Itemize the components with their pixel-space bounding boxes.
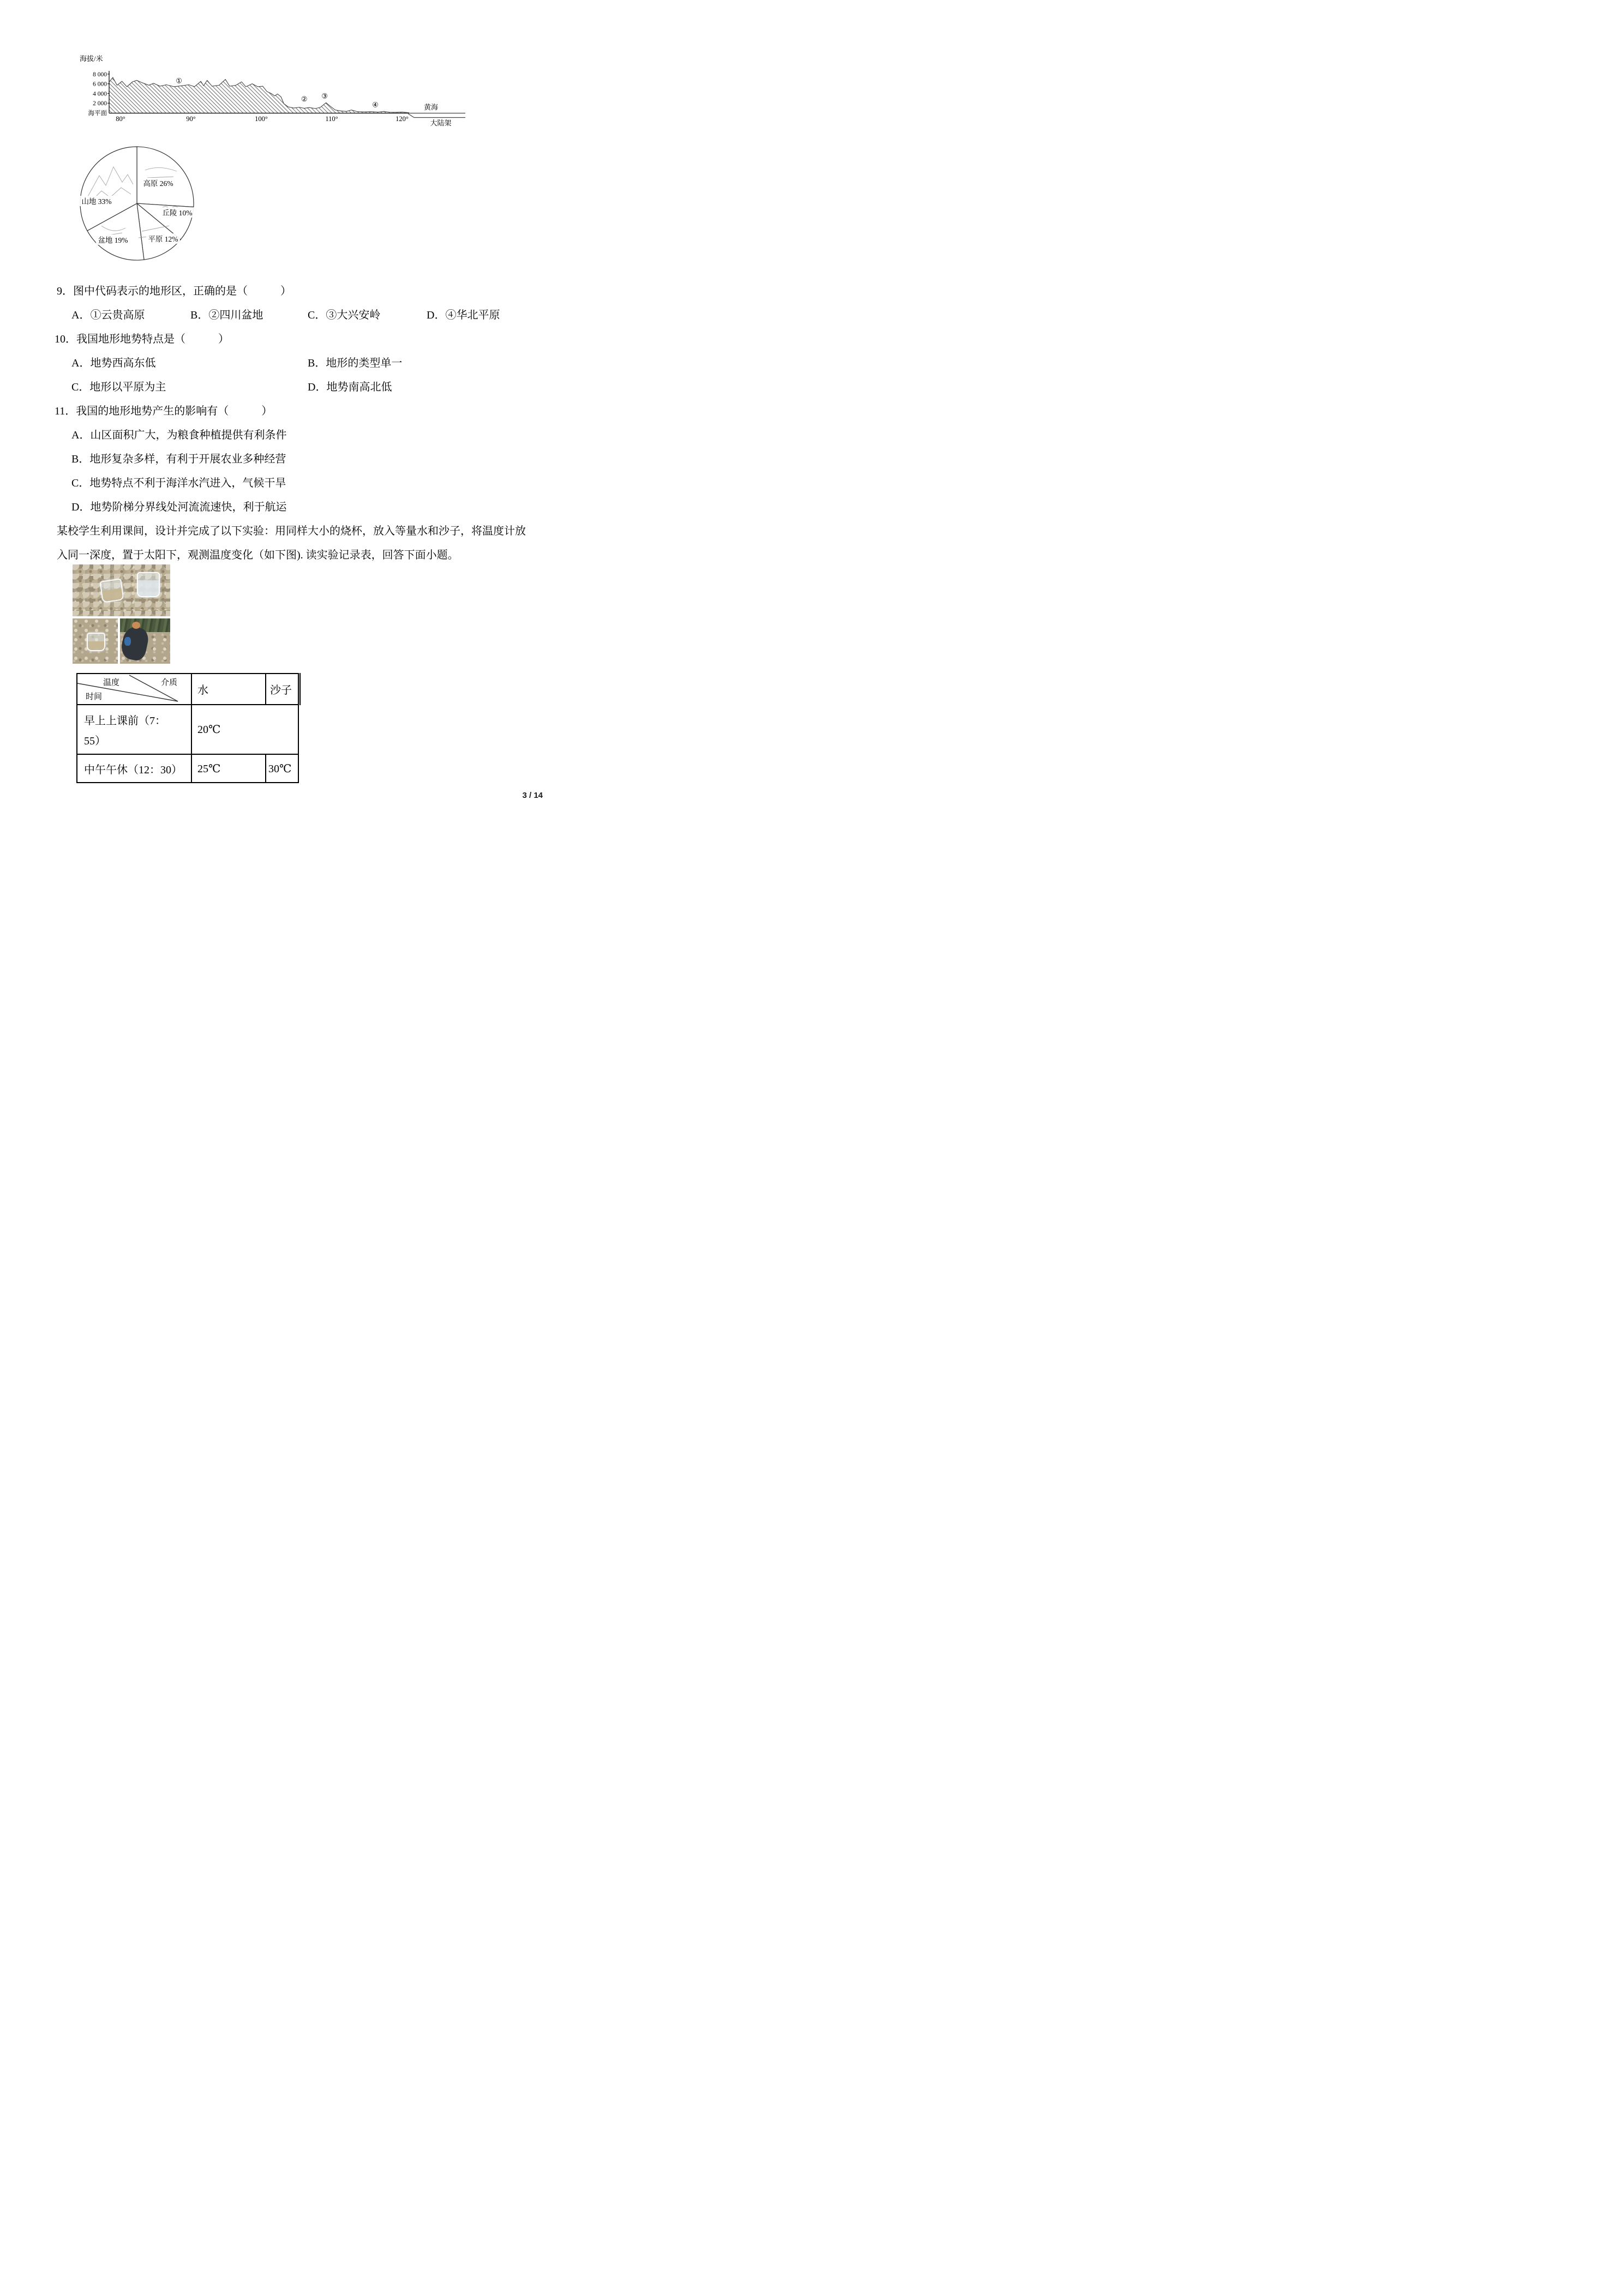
cell-sand-noon: 30℃	[266, 754, 298, 783]
passage-line-2: 入同一深度，置于太阳下，观测温度变化（如下图). 读实验记录表，回答下面小题。	[57, 549, 459, 561]
x-tick-label: 90°	[186, 115, 196, 123]
experiment-table	[76, 673, 299, 783]
corner-label-medium: 介质	[160, 678, 178, 687]
question-9-stem: 9．图中代码表示的地形区，正确的是（ ）	[57, 285, 291, 297]
question-11-option-c: C．地势特点不利于海洋水汽进入，气候干旱	[71, 477, 286, 489]
person-head-icon	[132, 622, 140, 629]
question-9-option-c: C．③大兴安岭	[308, 309, 381, 321]
question-10-option-d: D．地势南高北低	[308, 381, 392, 393]
diagonal-header-icon	[77, 674, 190, 703]
y-tick-label: 2 000	[93, 100, 107, 107]
photo-experiment-bottom-right	[120, 618, 170, 664]
question-9-option-d: D．④华北平原	[427, 309, 500, 321]
question-11-option-d: D．地势阶梯分界线处河流流速快，利于航运	[71, 501, 287, 513]
table-row-noon	[77, 754, 298, 783]
y-tick-label: 4 000	[93, 91, 107, 98]
photo-experiment-bottom-left	[73, 618, 118, 664]
column-header-water: 水	[191, 674, 266, 705]
y-tick-label: 海平面	[88, 110, 107, 117]
elevation-chart	[76, 52, 466, 146]
question-10-options-row1	[55, 351, 551, 375]
photo-experiment-top	[73, 564, 170, 616]
pie-slice-label: 山地 33%	[81, 197, 112, 206]
cell-water-noon: 25℃	[191, 754, 266, 783]
question-9-option-a: A．①云贵高原	[71, 309, 145, 321]
column-header-sand: 沙子	[266, 674, 298, 705]
terrain-marker: ④	[372, 100, 379, 109]
table-row-morning	[77, 705, 298, 754]
y-tick-label: 6 000	[93, 81, 107, 88]
terrain-marker: ②	[301, 95, 308, 104]
passage-line-1: 某校学生利用课间，设计并完成了以下实验：用同样大小的烧杯，放入等量水和沙子，将温度计放	[57, 525, 526, 537]
cell-water-morning: 20℃	[191, 705, 298, 754]
table-header-row	[77, 674, 298, 705]
y-axis-title: 海拔/米	[80, 55, 103, 63]
x-tick-label: 120°	[395, 115, 409, 123]
question-9-number: 9．	[57, 285, 73, 297]
terrain-marker: ①	[176, 76, 182, 85]
pie-slice-label: 高原 26%	[143, 179, 173, 188]
sea-label: 黄海	[423, 103, 439, 111]
profile-area	[109, 77, 409, 113]
shelf-label: 大陆架	[430, 119, 452, 127]
question-section	[55, 279, 551, 567]
pie-slice-label: 盆地 19%	[98, 236, 128, 244]
pie-chart	[77, 145, 197, 265]
x-tick-label: 100°	[255, 115, 268, 123]
question-11-number: 11．	[55, 405, 76, 417]
x-tick-label: 80°	[116, 115, 125, 123]
question-11-option-b: B．地形复杂多样，有利于开展农业多种经营	[71, 453, 286, 465]
question-11-option-a: A．山区面积广大，为粮食种植提供有利条件	[71, 429, 287, 441]
question-10-number: 10．	[55, 333, 76, 345]
question-10-stem: 10．我国地形地势特点是（ ）	[55, 333, 229, 345]
beaker-sand-small-icon	[87, 633, 105, 651]
question-10-options-row2	[55, 375, 551, 399]
corner-label-temperature: 温度	[103, 678, 120, 687]
question-11-stem: 11．我国的地形地势产生的影响有（ ）	[55, 405, 273, 417]
person-sleeve-icon	[124, 637, 131, 646]
page-number: 3 / 14	[522, 791, 543, 800]
photo-collage	[73, 564, 170, 664]
beaker-sand-icon	[99, 578, 124, 603]
question-9-options	[55, 303, 551, 327]
page	[0, 0, 600, 849]
question-10-option-a: A．地势西高东低	[71, 357, 156, 369]
question-9-option-b: B．②四川盆地	[190, 309, 263, 321]
terrain-marker: ③	[321, 92, 328, 100]
experiment-table-wrap	[76, 673, 298, 783]
pie-slice-label: 平原 12%	[148, 235, 178, 243]
cell-time-morning: 早上上课前（7： 55）	[77, 705, 191, 754]
pie-slice-label: 丘陵 10%	[162, 209, 193, 217]
question-10-option-c: C．地形以平原为主	[71, 381, 166, 393]
beaker-water-icon	[137, 572, 160, 597]
cell-time-noon: 中午午休（12：30）	[77, 754, 191, 783]
question-10-option-b: B．地形的类型单一	[308, 357, 403, 369]
y-tick-label: 8 000	[93, 71, 107, 78]
table-cutoff-border	[299, 673, 301, 705]
x-tick-label: 110°	[325, 115, 338, 123]
corner-label-time: 时间	[85, 693, 103, 701]
table-corner-cell	[77, 674, 191, 705]
